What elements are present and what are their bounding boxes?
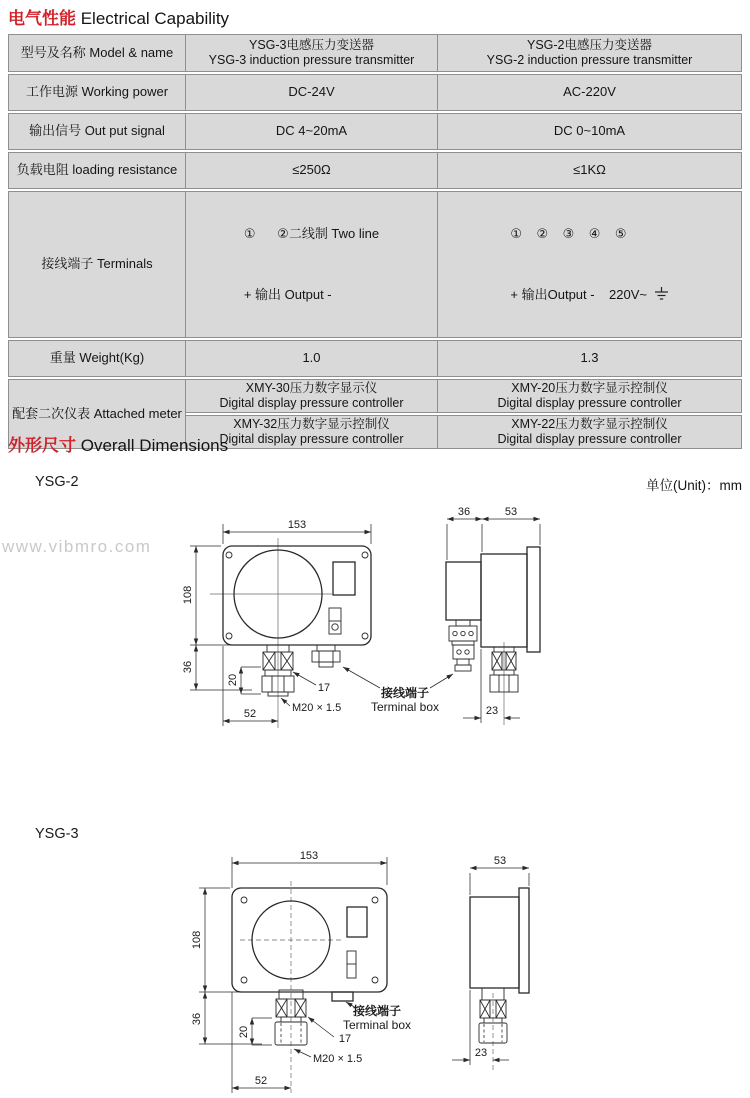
ysg3-terminal-label-en: Terminal box: [342, 1018, 412, 1032]
table-row: [8, 379, 742, 413]
ysg3-model-label: YSG-3: [35, 826, 79, 842]
ysg3-dim-thread: M20 × 1.5: [313, 1053, 363, 1065]
table-row: [8, 340, 742, 377]
terminals-ysg3-cell: [186, 191, 438, 338]
terminals-label: 接线端子 Terminals: [8, 191, 186, 338]
unit-label: 单位(Unit)：mm: [646, 478, 742, 493]
table-row: [8, 113, 742, 150]
ysg2-dim-thread: M20 × 1.5: [292, 702, 342, 714]
ysg2-dim-case-depth: 53: [504, 506, 518, 518]
attached-ysg2-row2: [438, 415, 742, 449]
table-row: [8, 34, 742, 72]
attached-ysg2-row2-en: Digital display pressure controller: [497, 432, 682, 446]
ysg3-dim-height: 108: [191, 930, 203, 950]
model-ysg2-zh: YSG-2电感压力变送器: [526, 38, 652, 52]
watermark: www.vibmro.com: [2, 537, 152, 556]
terminals-ysg3-line1: ① ②二线制 Two line: [243, 225, 380, 241]
terminals-ysg2-line1: ① ② ③ ④ ⑤: [510, 225, 627, 241]
dimensions-section-title: [8, 431, 228, 456]
electrical-capability-table: [8, 32, 742, 451]
ysg3-dim-wrench: 17: [338, 1033, 352, 1045]
attached-ysg3-row1: [186, 379, 438, 413]
model-name-label: 型号及名称 Model & name: [8, 34, 186, 72]
attached-ysg2-row1-en: Digital display pressure controller: [497, 396, 682, 410]
table-row: [8, 74, 742, 111]
attached-ysg3-row2-en: Digital display pressure controller: [219, 432, 404, 446]
working-power-ysg2: AC-220V: [438, 74, 742, 111]
ysg3-dimensions: [191, 850, 529, 1093]
working-power-ysg3: DC-24V: [186, 74, 438, 111]
attached-ysg2-row1-zh: XMY-20压力数字显示控制仪: [511, 381, 668, 395]
table-row: [8, 152, 742, 189]
table-row: [8, 191, 742, 338]
ysg2-dimension-drawing: [0, 495, 750, 740]
weight-ysg3: 1.0: [186, 340, 438, 377]
output-signal-ysg2: DC 0~10mA: [438, 113, 742, 150]
ysg2-dim-box-depth: 36: [457, 506, 471, 518]
terminals-ysg2-line2: + 输出Output - 220V~: [510, 287, 651, 303]
ysg2-terminal-label-zh: 接线端子: [380, 686, 430, 700]
terminals-ysg2-cell: [438, 191, 742, 338]
ysg3-dim-thread-len: 20: [238, 1025, 250, 1039]
attached-ysg2-row2-zh: XMY-22压力数字显示控制仪: [511, 417, 668, 431]
model-ysg2-cell: [438, 34, 742, 72]
loading-resistance-ysg2: ≤1KΩ: [438, 152, 742, 189]
ysg3-dim-offset: 52: [254, 1075, 268, 1087]
ysg2-terminal-label-en: Terminal box: [370, 700, 440, 714]
working-power-label: 工作电源 Working power: [8, 74, 186, 111]
ysg2-dim-height: 108: [182, 585, 194, 605]
weight-ysg2: 1.3: [438, 340, 742, 377]
output-signal-ysg3: DC 4~20mA: [186, 113, 438, 150]
ysg2-dim-lower: 36: [182, 660, 194, 674]
model-ysg2-en: YSG-2 induction pressure transmitter: [486, 53, 693, 67]
weight-label: 重量 Weight(Kg): [8, 340, 186, 377]
ysg2-dim-width: 153: [287, 519, 307, 531]
ysg3-dim-lower: 36: [191, 1012, 203, 1026]
ysg2-model-label: YSG-2: [35, 474, 79, 490]
ysg2-side-view: [446, 547, 540, 692]
attached-ysg3-row1-zh: XMY-30压力数字显示仪: [245, 381, 378, 395]
dimensions-title-en: Overall Dimensions: [76, 436, 229, 455]
loading-resistance-ysg3: ≤250Ω: [186, 152, 438, 189]
output-signal-label: 输出信号 Out put signal: [8, 113, 186, 150]
ysg2-centerlines: [210, 538, 504, 728]
ysg3-dim-width: 153: [299, 850, 319, 862]
ysg2-front-view: [223, 546, 371, 696]
dimensions-title-zh: 外形尺寸: [8, 436, 76, 455]
earth-ground-icon: [654, 287, 669, 300]
model-ysg3-cell: [186, 34, 438, 72]
electrical-title-zh: 电气性能: [8, 9, 76, 28]
terminals-ysg3-line2: + 输出 Output -: [243, 287, 332, 303]
ysg3-dimension-drawing: [0, 843, 750, 1098]
loading-resistance-label: 负载电阻 loading resistance: [8, 152, 186, 189]
electrical-section-title: [8, 4, 229, 29]
ysg2-dim-wrench: 17: [317, 682, 331, 694]
attached-ysg3-row1-en: Digital display pressure controller: [219, 396, 404, 410]
ysg2-dim-offset: 52: [243, 708, 257, 720]
ysg3-dim-port-offset: 23: [474, 1047, 488, 1059]
ysg3-terminal-label-zh: 接线端子: [352, 1004, 402, 1018]
ysg2-dim-thread-len: 20: [227, 673, 239, 687]
electrical-title-en: Electrical Capability: [76, 9, 230, 28]
model-ysg3-zh: YSG-3电感压力变送器: [248, 38, 374, 52]
ysg3-dim-case-depth: 53: [493, 855, 507, 867]
attached-meter-label: 配套二次仪表 Attached meter: [8, 379, 186, 449]
ysg2-dimensions: [182, 506, 540, 726]
model-ysg3-en: YSG-3 induction pressure transmitter: [208, 53, 415, 67]
ysg3-side-view: [470, 888, 529, 1043]
attached-ysg3-row2-zh: XMY-32压力数字显示控制仪: [233, 417, 390, 431]
attached-ysg2-row1: [438, 379, 742, 413]
ysg2-dim-port-offset: 23: [485, 705, 499, 717]
